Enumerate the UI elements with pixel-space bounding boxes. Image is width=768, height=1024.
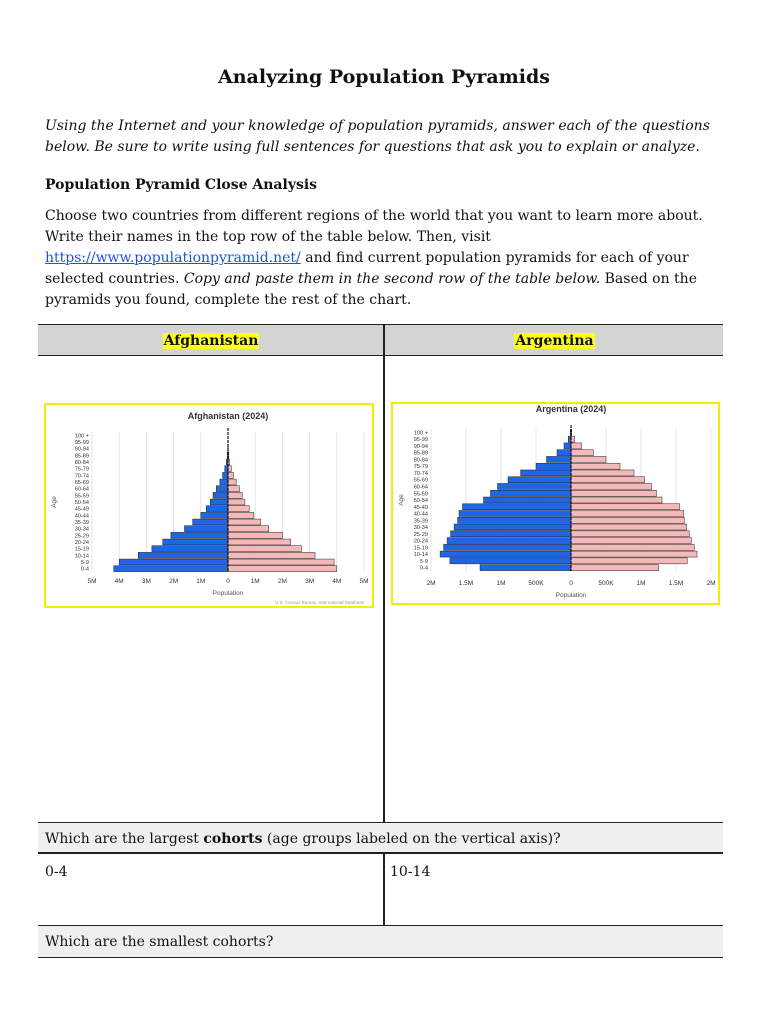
male-bar-60-64 <box>498 483 572 489</box>
male-bar-30-34 <box>454 524 571 530</box>
x-tick-label: 500K <box>528 580 544 587</box>
age-label: 45-49 <box>413 504 428 511</box>
answer-right-largest[interactable]: 10-14 <box>390 864 431 880</box>
female-bar-15-19 <box>571 544 694 550</box>
y-axis-title: Age <box>51 496 58 508</box>
male-bar-55-59 <box>213 492 228 498</box>
male-bar-10-14 <box>138 552 228 558</box>
female-bar-35-39 <box>571 517 684 523</box>
female-bar-70-74 <box>571 470 634 476</box>
x-tick-label: 500K <box>598 580 614 587</box>
male-bar-30-34 <box>184 526 228 532</box>
female-bar-50-54 <box>571 497 662 503</box>
age-label: 85-89 <box>74 453 89 460</box>
female-bar-0-4 <box>571 565 659 571</box>
question-smallest-cohorts <box>38 925 723 958</box>
chart-title: Afghanistan (2024) <box>187 411 269 421</box>
age-label: 65-69 <box>74 480 89 486</box>
male-bar-40-44 <box>459 511 571 517</box>
female-bar-45-49 <box>571 504 680 510</box>
male-bar-75-79 <box>536 463 571 469</box>
page-title: Analyzing Population Pyramids <box>218 66 550 88</box>
female-bar-0-4 <box>228 566 337 572</box>
intro-text: Using the Internet and your knowledge of population pyramids, answer each of the questions below. Be sure to write using full sentences for questions that ask you to explain or analyze. <box>45 118 710 155</box>
female-bar-30-34 <box>228 526 269 532</box>
male-bar-20-24 <box>163 539 228 545</box>
age-label: 70-74 <box>74 473 89 480</box>
female-bar-40-44 <box>571 511 684 517</box>
age-label: 70-74 <box>413 470 428 477</box>
female-bar-70-74 <box>228 472 233 478</box>
country-right[interactable]: Argentina <box>515 333 594 349</box>
age-label: 80-84 <box>74 460 89 466</box>
age-label: 20-24 <box>74 540 89 546</box>
age-label: 100 + <box>413 430 428 437</box>
x-tick-label: 0 <box>569 580 573 587</box>
female-bar-65-69 <box>228 479 236 485</box>
age-label: 20-24 <box>413 538 428 545</box>
male-bar-70-74 <box>521 470 571 476</box>
female-bar-60-64 <box>228 486 239 492</box>
male-bar-45-49 <box>463 504 572 510</box>
x-tick-label: 5M <box>87 578 97 585</box>
male-bar-85-89 <box>557 450 571 456</box>
x-tick-label: 1M <box>250 578 260 585</box>
age-label: 10-14 <box>74 553 89 560</box>
x-tick-label: 1M <box>196 578 206 585</box>
para-part3: Based on the pyramids you found, complete the rest of the chart. <box>45 271 697 308</box>
male-bar-0-4 <box>480 565 571 571</box>
x-tick-label: 3M <box>305 578 315 585</box>
age-label: 60-64 <box>413 484 428 491</box>
male-bar-50-54 <box>210 499 228 505</box>
para-part2: and find current population pyramids for each of your selected countries. <box>45 250 689 287</box>
q1-rest: (age groups labeled on the vertical axis)? <box>262 831 561 847</box>
age-label: 85-89 <box>413 450 428 457</box>
female-bar-25-29 <box>228 532 282 538</box>
male-bar-5-9 <box>119 559 228 565</box>
female-bar-15-19 <box>228 546 301 552</box>
column-divider-2 <box>383 854 385 925</box>
age-label: 5-9 <box>419 558 428 565</box>
age-label: 10-14 <box>413 552 428 559</box>
age-label: 25-29 <box>74 533 89 540</box>
age-label: 5-9 <box>80 560 89 566</box>
column-divider <box>383 324 385 822</box>
male-bar-0-4 <box>114 566 228 572</box>
x-tick-label: 2M <box>169 578 179 585</box>
x-tick-label: 2M <box>277 578 287 585</box>
age-label: 80-84 <box>413 457 428 464</box>
header-right <box>386 325 723 355</box>
male-bar-55-59 <box>491 490 572 496</box>
age-label: 60-64 <box>74 486 89 493</box>
age-label: 75-79 <box>74 466 89 473</box>
y-axis-title: Age <box>398 494 405 506</box>
female-bar-55-59 <box>228 492 242 498</box>
para-italic: Copy and paste them in the second row of the table below. <box>183 271 601 287</box>
female-bar-55-59 <box>571 490 656 496</box>
female-bar-65-69 <box>571 477 645 483</box>
female-bar-80-84 <box>571 456 606 462</box>
q1-bold: cohorts <box>203 831 263 847</box>
female-bar-25-29 <box>571 531 689 537</box>
male-bar-25-29 <box>171 532 228 538</box>
country-left[interactable]: Afghanistan <box>163 333 259 349</box>
x-tick-label: 4M <box>114 578 124 585</box>
x-tick-label: 1M <box>496 580 506 587</box>
x-axis-title: Population <box>555 592 587 599</box>
female-bar-60-64 <box>571 483 652 489</box>
male-bar-80-84 <box>547 456 572 462</box>
female-bar-20-24 <box>228 539 291 545</box>
male-bar-45-49 <box>206 506 228 512</box>
female-bar-10-14 <box>571 551 697 557</box>
afghanistan-pyramid-svg <box>46 405 372 606</box>
x-axis-title: Population <box>212 590 244 597</box>
male-bar-35-39 <box>193 519 228 525</box>
age-label: 55-59 <box>413 491 428 498</box>
age-label: 100 + <box>74 433 89 440</box>
question-largest-cohorts <box>38 822 723 854</box>
male-bar-35-39 <box>458 517 571 523</box>
age-label: 95-99 <box>413 437 428 444</box>
age-label: 95-99 <box>74 440 89 446</box>
age-label: 55-59 <box>74 493 89 500</box>
chart-title: Argentina (2024) <box>535 404 607 414</box>
q1-text: Which are the largest <box>45 831 204 847</box>
afghanistan-chart <box>44 403 374 608</box>
instructions-paragraph <box>45 206 735 311</box>
male-bar-10-14 <box>440 551 571 557</box>
female-bar-50-54 <box>228 499 245 505</box>
source-note: U.S. Census Bureau, International Database <box>275 600 364 605</box>
female-bar-35-39 <box>228 519 261 525</box>
age-label: 50-54 <box>74 500 89 506</box>
x-tick-label: 3M <box>141 578 151 585</box>
x-tick-label: 1.5M <box>458 580 474 587</box>
age-label: 35-39 <box>413 518 428 525</box>
male-bar-60-64 <box>216 486 228 492</box>
x-tick-label: 1.5M <box>668 580 684 587</box>
female-bar-10-14 <box>228 552 315 558</box>
age-label: 75-79 <box>413 464 428 471</box>
answer-left-largest[interactable]: 0-4 <box>45 864 68 880</box>
section-heading: Population Pyramid Close Analysis <box>45 177 318 193</box>
age-label: 40-44 <box>413 511 428 518</box>
male-bar-65-69 <box>220 479 228 485</box>
male-bar-90-94 <box>564 443 571 449</box>
age-label: 35-39 <box>74 520 89 526</box>
male-bar-15-19 <box>444 544 571 550</box>
age-label: 0-4 <box>419 565 428 572</box>
male-bar-15-19 <box>152 546 228 552</box>
male-bar-50-54 <box>484 497 572 503</box>
age-label: 65-69 <box>413 477 428 484</box>
age-label: 15-19 <box>74 546 89 553</box>
table-header-row <box>38 324 723 356</box>
age-label: 25-29 <box>413 531 428 538</box>
male-bar-40-44 <box>201 512 228 518</box>
age-label: 50-54 <box>413 498 428 505</box>
female-bar-90-94 <box>571 443 582 449</box>
female-bar-20-24 <box>571 538 691 544</box>
age-label: 0-4 <box>80 566 89 573</box>
x-tick-label: 0 <box>226 578 230 585</box>
x-tick-label: 1M <box>636 580 646 587</box>
female-bar-85-89 <box>571 450 593 456</box>
x-tick-label: 2M <box>426 580 436 587</box>
female-bar-40-44 <box>228 512 254 518</box>
female-bar-5-9 <box>571 558 687 564</box>
q2-text: Which are the smallest cohorts? <box>45 934 274 950</box>
para-part1: Choose two countries from different regions of the world that you want to learn more about. Write their names in the top row of the table below. Then, visit <box>45 208 703 245</box>
male-bar-5-9 <box>450 558 571 564</box>
male-bar-20-24 <box>447 538 571 544</box>
x-tick-label: 5M <box>359 578 369 585</box>
age-label: 90-94 <box>74 446 89 453</box>
population-pyramid-link[interactable]: https://www.populationpyramid.net/ <box>45 250 301 266</box>
female-bar-75-79 <box>571 463 620 469</box>
age-label: 30-34 <box>74 526 89 533</box>
x-tick-label: 4M <box>332 578 342 585</box>
male-bar-25-29 <box>451 531 571 537</box>
female-bar-45-49 <box>228 506 249 512</box>
female-bar-30-34 <box>571 524 687 530</box>
male-bar-65-69 <box>508 477 571 483</box>
age-label: 90-94 <box>413 443 428 450</box>
female-bar-5-9 <box>228 559 334 565</box>
header-left <box>38 325 384 355</box>
argentina-chart <box>391 402 720 605</box>
age-label: 40-44 <box>74 513 89 520</box>
age-label: 45-49 <box>74 506 89 513</box>
male-bar-70-74 <box>223 472 228 478</box>
age-label: 15-19 <box>413 545 428 552</box>
x-tick-label: 2M <box>706 580 716 587</box>
age-label: 30-34 <box>413 525 428 532</box>
argentina-pyramid-svg <box>393 404 718 603</box>
